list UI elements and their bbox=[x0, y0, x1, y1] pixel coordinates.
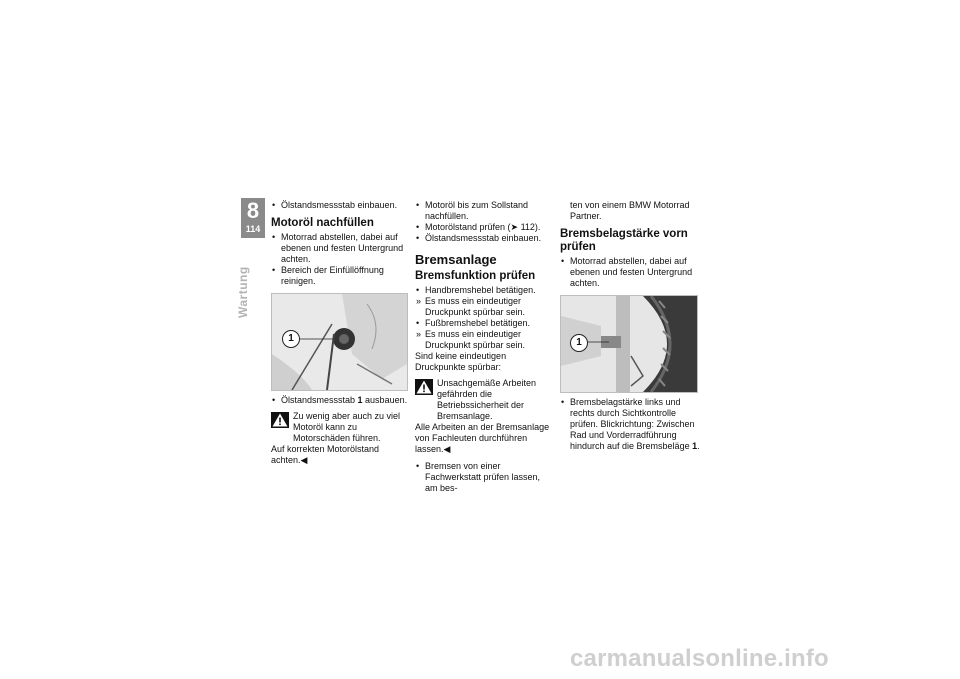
column-1 bbox=[271, 200, 408, 466]
note-text: Alle Arbeiten an der Bremsanlage von Fachleuten durchführen lassen.◀ bbox=[415, 422, 550, 454]
end-mark-icon: ◀ bbox=[443, 444, 451, 454]
column-2 bbox=[415, 200, 552, 494]
bullet-item: • Ölstandsmessstab 1 ausbauen. bbox=[271, 395, 408, 406]
result-item: » Es muss ein eindeutiger Druckpunkt spürbar sein. bbox=[415, 296, 552, 318]
chapter-side-label: Wartung bbox=[236, 266, 250, 318]
warning-text: Zu wenig aber auch zu viel Motoröl kann zu Motorschäden führen. bbox=[293, 411, 401, 443]
bullet-item: • Bremsbelagstärke links und rechts durch Sichtkontrolle prüfen. Blickrichtung: Zwischen Rad und Vorderradführung hindurch auf die Bremsbeläge 1. bbox=[560, 397, 700, 452]
end-mark-icon: ◀ bbox=[300, 455, 308, 465]
column-3 bbox=[560, 200, 700, 452]
figure-callout: 1 bbox=[282, 330, 300, 348]
warning-block bbox=[271, 411, 408, 444]
watermark: carmanualsonline.info bbox=[570, 645, 829, 672]
bullet-item: • Motoröl bis zum Sollstand nachfüllen. bbox=[415, 200, 552, 222]
bullet-item: • Ölstandsmessstab einbauen. bbox=[271, 200, 408, 211]
page-number: 114 bbox=[245, 224, 261, 234]
brake-pad-photo bbox=[560, 295, 698, 393]
bullet-item: • Bereich der Einfüllöffnung reinigen. bbox=[271, 265, 408, 287]
oil-filler-photo bbox=[271, 293, 408, 391]
warning-text: Unsachgemäße Arbeiten gefährden die Betriebssicherheit der Bremsanlage. bbox=[437, 378, 537, 421]
section-title: Bremsanlage bbox=[415, 252, 497, 267]
warning-icon bbox=[415, 379, 433, 395]
bullet-item: • Ölstandsmessstab einbauen. bbox=[415, 233, 552, 244]
bullet-item: • Fußbremshebel betätigen. bbox=[415, 318, 552, 329]
chapter-marker bbox=[241, 198, 265, 238]
warning-icon bbox=[271, 412, 289, 428]
section-heading: Bremsbelagstärke vorn prüfen bbox=[560, 228, 688, 253]
bullet-item: • Handbremshebel betätigen. bbox=[415, 285, 552, 296]
warning-block bbox=[415, 378, 552, 422]
note-text: Auf korrekten Motorölstand achten.◀ bbox=[271, 444, 380, 465]
result-item: » Es muss ein eindeutiger Druckpunkt spürbar sein. bbox=[415, 329, 552, 351]
chapter-number: 8 bbox=[246, 198, 260, 223]
question-text: Sind keine eindeutigen Druckpunkte spürbar: bbox=[415, 351, 507, 372]
bullet-item: • Motorölstand prüfen (➤ 112). bbox=[415, 222, 552, 233]
bullet-item: • Motorrad abstellen, dabei auf ebenen und festen Untergrund achten. bbox=[560, 256, 700, 289]
figure-callout: 1 bbox=[570, 334, 588, 352]
bullet-item: • Bremsen von einer Fachwerkstatt prüfen lassen, am bes- bbox=[415, 461, 552, 494]
section-heading: Motoröl nachfüllen bbox=[271, 217, 374, 229]
subsection-heading: Bremsfunktion prüfen bbox=[415, 270, 536, 282]
bullet-item: • Motorrad abstellen, dabei auf ebenen und festen Untergrund achten. bbox=[271, 232, 408, 265]
continued-text: ten von einem BMW Motorrad Partner. bbox=[570, 200, 690, 221]
